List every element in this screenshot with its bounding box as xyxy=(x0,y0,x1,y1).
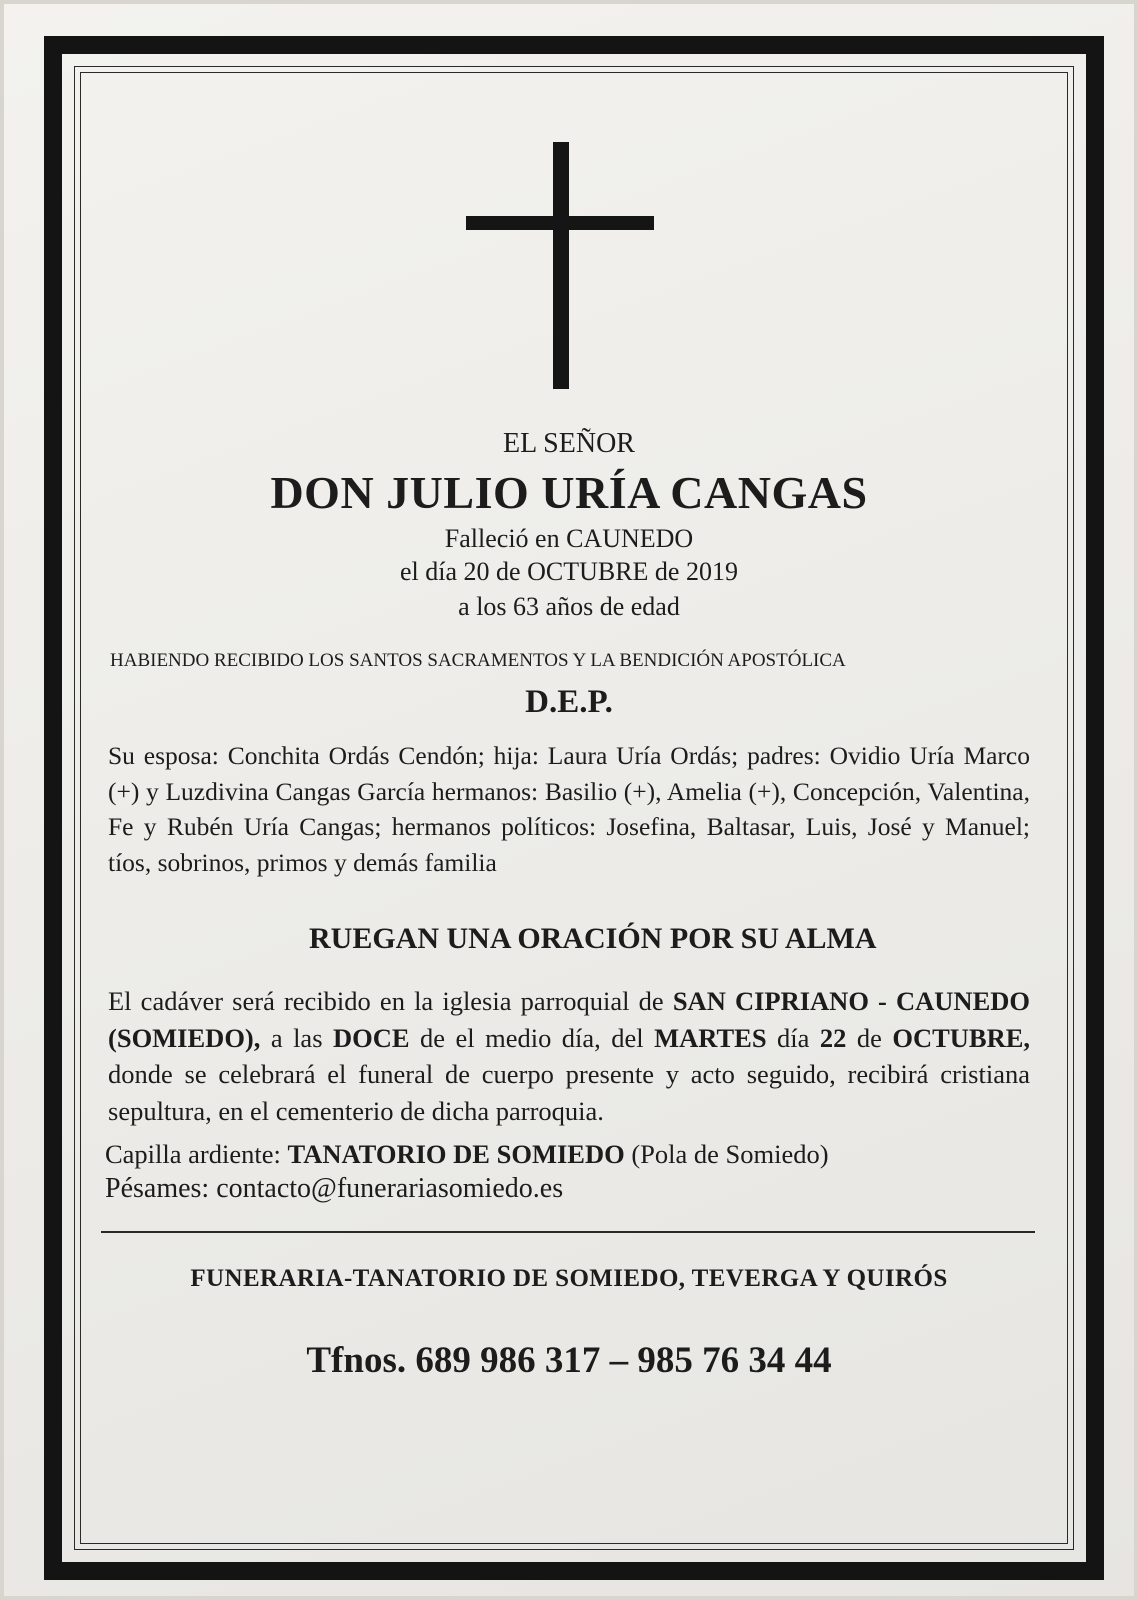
chapel-line xyxy=(105,1139,829,1170)
text-segment: a las xyxy=(260,1022,333,1053)
divider xyxy=(101,1231,1035,1233)
date-of-death: el día 20 de OCTUBRE de 2019 xyxy=(400,557,738,586)
cross-vertical xyxy=(553,142,569,389)
chapel-place: TANATORIO DE SOMIEDO xyxy=(287,1139,625,1169)
funeral-home-name: FUNERARIA-TANATORIO DE SOMIEDO, TEVERGA Y QUIRÓS xyxy=(190,1265,948,1292)
funeral-month: OCTUBRE, xyxy=(892,1022,1031,1053)
obituary-sheet xyxy=(4,4,1134,1596)
church-name: SAN CIPRIANO - CAUNEDO (SOMIEDO), xyxy=(108,986,1030,1053)
condolences-email: contacto@funerariasomiedo.es xyxy=(216,1173,564,1204)
text-segment: de xyxy=(846,1022,893,1053)
chapel-label: Capilla ardiente: xyxy=(105,1139,288,1169)
funeral-day: 22 xyxy=(819,1022,847,1053)
funeral-hour: DOCE xyxy=(332,1022,410,1053)
text-segment: día xyxy=(766,1022,820,1053)
family-paragraph: Su esposa: Conchita Ordás Cendón; hija: Laura Uría Ordás; padres: Ovidio Uría Marco (+) y Luzdivina Cangas García hermanos: Basilio (+), Amelia (+), Concepción, Valentina, Fe y Rubén Uría Cangas; hermanos políticos: Josefina, Baltasar, Luis, José y Manuel; tíos, sobrinos, primos y demás familia xyxy=(108,741,1030,877)
cross-horizontal xyxy=(466,216,654,230)
place-of-death: Falleció en CAUNEDO xyxy=(444,524,694,553)
honorific-title: EL SEÑOR xyxy=(503,428,635,459)
funeral-details-paragraph xyxy=(108,983,1030,1129)
text-segment: de el medio día, del xyxy=(409,1022,655,1053)
dep-abbreviation: D.E.P. xyxy=(525,684,613,720)
deceased-name: DON JULIO URÍA CANGAS xyxy=(270,467,868,518)
condolences-line xyxy=(105,1173,563,1205)
condolences-label: Pésames: xyxy=(105,1173,217,1204)
age-at-death: a los 63 años de edad xyxy=(458,592,680,621)
text-segment: donde se celebrará el funeral de cuerpo presente y acto seguido, recibirá cristiana sepultura, en el cementerio de dicha parroquia. xyxy=(108,1059,1030,1126)
prayer-request: RUEGAN UNA ORACIÓN POR SU ALMA xyxy=(309,922,877,955)
chapel-extra: (Pola de Somiedo) xyxy=(624,1139,829,1169)
sacraments-line: HABIENDO RECIBIDO LOS SANTOS SACRAMENTOS Y LA BENDICIÓN APOSTÓLICA xyxy=(110,650,846,671)
phone-numbers: Tfnos. 689 986 317 – 985 76 34 44 xyxy=(306,1340,832,1381)
text-segment: El cadáver será recibido en la iglesia parroquial de xyxy=(108,986,673,1016)
funeral-weekday: MARTES xyxy=(654,1022,767,1053)
